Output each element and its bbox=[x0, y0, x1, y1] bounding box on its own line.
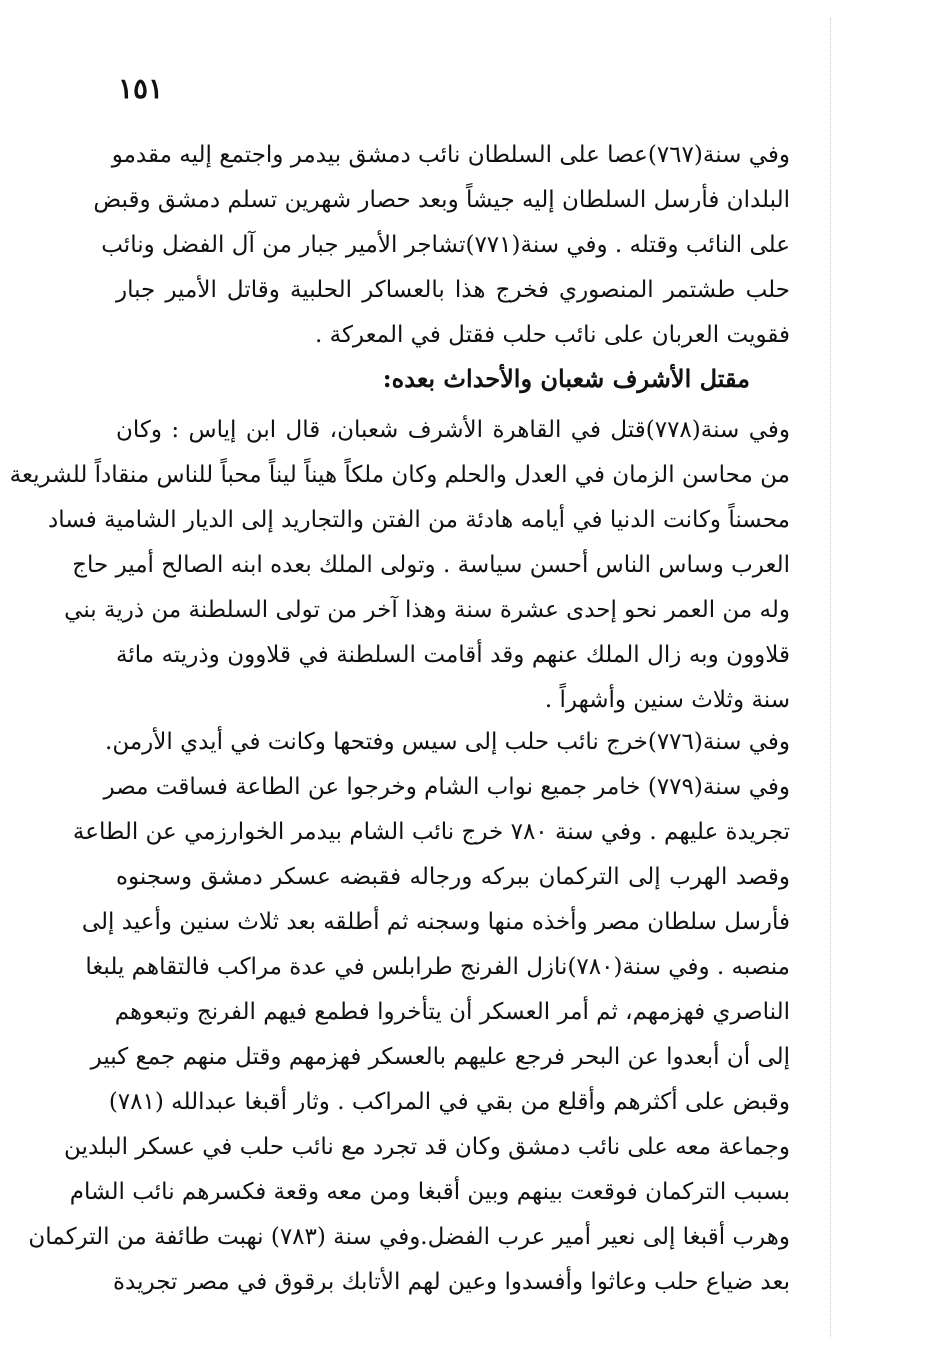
section-heading: مقتل الأشرف شعبان والأحداث بعده: bbox=[382, 364, 750, 393]
text-line: بسبب التركمان فوقعت بينهم وبين أقبغا ومن معه وقعة فكسرهم نائب الشام bbox=[69, 1179, 790, 1205]
text-line: وفي سنة(٧٧٩) خامر جميع نواب الشام وخرجوا عن الطاعة فساقت مصر bbox=[103, 774, 790, 800]
paragraph-2 bbox=[9, 408, 790, 723]
text-line: فقويت العربان على نائب حلب فقتل في المعركة . bbox=[314, 322, 790, 348]
text-line: فأرسل سلطان مصر وأخذه منها وسجنه ثم أطلقه بعد ثلاث سنين وأعيد إلى bbox=[81, 909, 790, 935]
text-line: وفي سنة(٧٧٦)خرج نائب حلب إلى سيس وفتحها وكانت في أيدي الأرمن. bbox=[105, 729, 790, 755]
text-line: سنة وثلاث سنين وأشهراً . bbox=[544, 687, 790, 713]
scan-edge-marks bbox=[830, 18, 835, 1338]
paragraph-3 bbox=[28, 720, 790, 1305]
text-line: وفي سنة(٧٦٧)عصا على السلطان نائب دمشق بيدمر واجتمع إليه مقدمو bbox=[111, 142, 790, 168]
text-line: إلى أن أبعدوا عن البحر فرجع عليهم بالعسكر فهزمهم وقتل منهم جمع كبير bbox=[90, 1044, 790, 1070]
text-line: منصبه . وفي سنة(٧٨٠)نازل الفرنج طرابلس في عدة مراكب فالتقاهم يلبغا bbox=[85, 954, 790, 980]
paragraph-1 bbox=[93, 133, 790, 358]
text-line: العرب وساس الناس أحسن سياسة . وتولى الملك بعده ابنه الصالح أمير حاج bbox=[72, 552, 790, 578]
text-line: بعد ضياع حلب وعاثوا وأفسدوا وعين لهم الأتابك برقوق في مصر تجريدة bbox=[113, 1269, 790, 1295]
text-line: قلاوون وبه زال الملك عنهم وقد أقامت السلطنة في قلاوون وذريته مائة bbox=[116, 642, 790, 668]
text-line: تجريدة عليهم . وفي سنة ٧٨٠ خرج نائب الشام بيدمر الخوارزمي عن الطاعة bbox=[72, 819, 790, 845]
text-line: حلب طشتمر المنصوري فخرج هذا بالعساكر الحلبية وقاتل الأمير جبار bbox=[116, 277, 790, 303]
text-line: وجماعة معه على نائب دمشق وكان قد تجرد مع نائب حلب في عسكر البلدين bbox=[64, 1134, 790, 1160]
text-line: وقصد الهرب إلى التركمان ببركه ورجاله فقبضه عسكر دمشق وسجنوه bbox=[116, 864, 790, 890]
text-line: وله من العمر نحو إحدى عشرة سنة وهذا آخر من تولى السلطنة من ذرية بني bbox=[64, 597, 790, 623]
text-line: على النائب وقتله . وفي سنة(٧٧١)تشاجر الأمير جبار من آل الفضل ونائب bbox=[101, 232, 790, 258]
page-number: ١٥١ bbox=[118, 72, 164, 105]
text-line: البلدان فأرسل السلطان إليه جيشاً وبعد حصار شهرين تسلم دمشق وقبض bbox=[93, 187, 790, 213]
text-line: من محاسن الزمان في العدل والحلم وكان ملكاً هيناً ليناً محباً للناس منقاداً للشريعة bbox=[9, 462, 790, 488]
text-line: وهرب أقبغا إلى نعير أمير عرب الفضل.وفي سنة (٧٨٣) نهبت طائفة من التركمان bbox=[28, 1224, 790, 1250]
text-line: الناصري فهزمهم، ثم أمر العسكر أن يتأخروا فطمع فيهم الفرنج وتبعوهم bbox=[114, 999, 790, 1025]
text-line: وقبض على أكثرهم وأقلع من بقي في المراكب . وثار أقبغا عبدالله (٧٨١) bbox=[108, 1089, 790, 1115]
text-line: وفي سنة(٧٧٨)قتل في القاهرة الأشرف شعبان، قال ابن إياس : وكان bbox=[116, 417, 790, 443]
text-line: محسناً وكانت الدنيا في أيامه هادئة من الفتن والتجاريد إلى الديار الشامية فساد bbox=[48, 507, 790, 533]
